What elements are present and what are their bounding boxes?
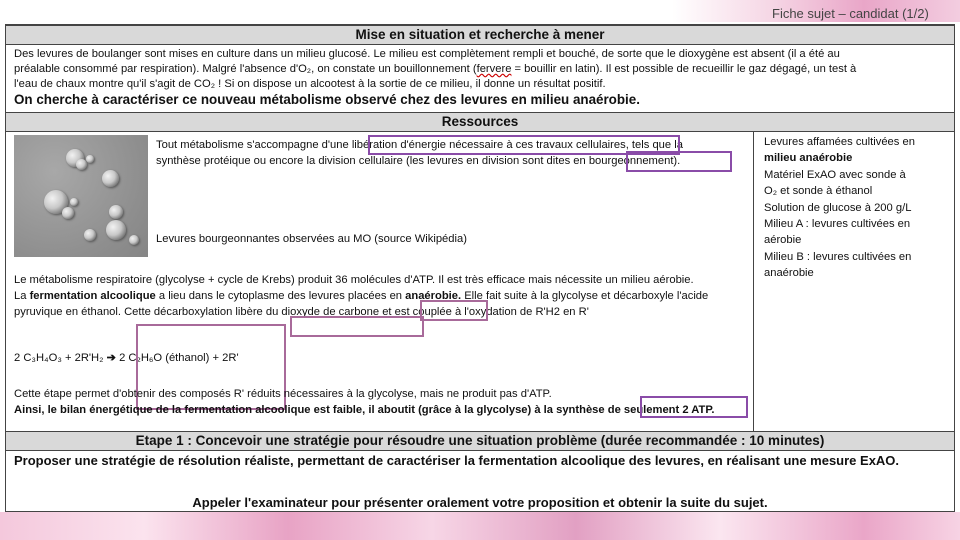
call-examiner-text: Appeler l'examinateur pour présenter oralement votre proposition et obtenir la suite du sujet. (192, 495, 768, 510)
intro-line-1: Des levures de boulanger sont mises en culture dans un milieu glucosé. Le milieu est complètement rempli et bouché, de sorte que le dioxygène est absent (il a été au (14, 48, 840, 60)
fermentation-paragraph: Le métabolisme respiratoire (glycolyse + cycle de Krebs) produit 36 molécules d'ATP. Il est très efficace mais nécessite un milieu aérobie. La fermentation alcoolique a lieu dans le cytoplasme des levures placées en anaérobie. Elle fait suite à la glycolyse et décarboxyle l'acide pyruvique en éthanol. Cette décarboxylation libère du dioxyde de carbone et est couplée à l'oxydation de R'H2 en R' (14, 274, 709, 318)
highlight-co2 (290, 316, 424, 337)
image-caption: Levures bourgeonnantes observées au MO (source Wikipédia) (156, 233, 467, 245)
corner-header: Fiche sujet – candidat (1/2) (772, 6, 929, 21)
section-title-ressources: Ressources (6, 112, 954, 132)
intro-line-3: l'eau de chaux montre qu'il s'agit de CO₂ ! Si on dispose un alcootest à la sortie de ce milieu, il donne un résultat positif. (14, 78, 606, 90)
document-sheet (5, 24, 955, 512)
intro-line-2: préalable consommé par respiration). Malgré l'absence d'O₂, on constate un bouillonnement (fervere = bouillir en latin). Il est possible de recueillir le gaz dégagé, un test à (14, 63, 857, 75)
materials-list: Levures affamées cultivées en milieu anaérobie Matériel ExAO avec sonde à O₂ et sonde à éthanol Solution de glucose à 200 g/L Milieu A : levures cultivées en aérobie Milieu B : levures cultivées en anaérobie (764, 136, 915, 280)
highlight-2-atp (640, 396, 748, 418)
energy-paragraph: Tout métabolisme s'accompagne d'une libération d'énergie nécessaire à ces travaux cellulaires, tels que la synthèse protéique ou encore la division cellulaire (les levures en division sont dites en bourgeonnement). (156, 139, 683, 167)
anaerobie-term: anaérobie. (405, 290, 462, 302)
fervere-word: fervere (476, 63, 512, 75)
energy-balance-paragraph: Cette étape permet d'obtenir des composés R' réduits nécessaires à la glycolyse, mais ne produit pas d'ATP. Ainsi, le bilan énergétique de la fermentation alcoolique est faible, il aboutit (grâce à la glycolyse) à la synthèse de seulement 2 ATP. (14, 388, 715, 416)
fermentation-term: fermentation alcoolique (29, 290, 156, 302)
section-title-etape-1: Etape 1 : Concevoir une stratégie pour résoudre une situation problème (durée recommandée : 10 minutes) (6, 431, 954, 451)
resources-left-panel (6, 132, 752, 432)
resources-right-panel (753, 132, 955, 432)
yeast-microscope-image (14, 135, 148, 257)
decorative-bottom-band (0, 512, 960, 540)
highlight-bourgeonnement (626, 151, 732, 172)
intro-text (14, 47, 946, 107)
equation: 2 C₃H₄O₃ + 2R'H₂ ➔ 2 C₂H₆O (éthanol) + 2R' (14, 352, 239, 364)
arrow-icon: ➔ (106, 352, 116, 364)
section-title-mise-en-situation: Mise en situation et recherche à mener (6, 25, 954, 45)
etape-instruction: Proposer une stratégie de résolution réaliste, permettant de caractériser la fermentation alcoolique des levures, en réalisant une mesure ExAO. (14, 453, 900, 468)
highlight-anaerobie (420, 300, 488, 321)
objective-statement: On cherche à caractériser ce nouveau métabolisme observé chez des levures en milieu anaérobie. (14, 92, 640, 107)
